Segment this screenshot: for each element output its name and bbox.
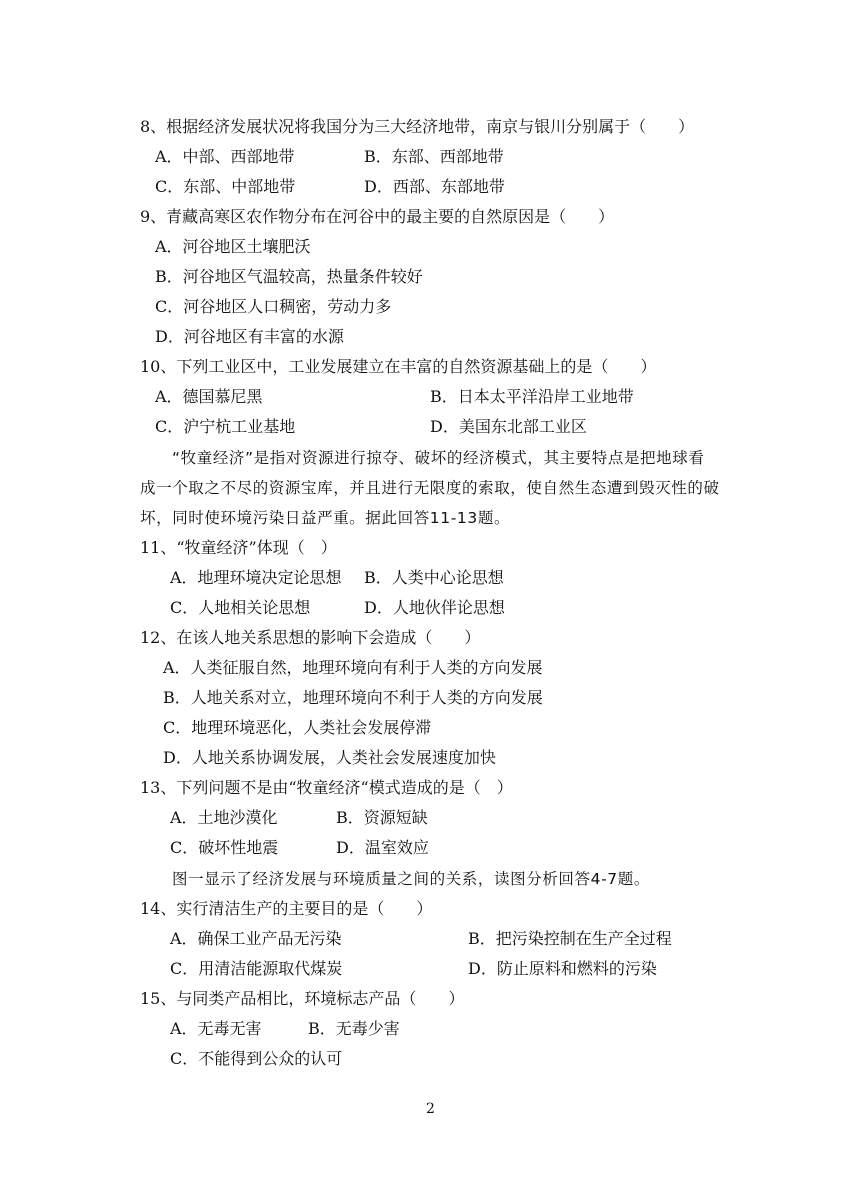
question-14-option-a: A．确保工业产品无污染 (170, 929, 342, 948)
question-11-option-c: C．人地相关论思想 (170, 598, 311, 617)
question-14-option-c: C．用清洁能源取代煤炭 (170, 959, 343, 978)
question-15-stem: 15、与同类产品相比，环境标志产品（ ） (140, 989, 465, 1008)
question-13-stem: 13、下列问题不是由“牧童经济“模式造成的是（ ） (140, 778, 513, 797)
question-8-option-b: B．东部、西部地带 (364, 147, 504, 166)
question-11-option-b: B．人类中心论思想 (364, 568, 504, 587)
question-12-stem: 12、在该人地关系思想的影响下会造成（ ） (140, 628, 481, 647)
question-10-option-a: A．德国慕尼黑 (155, 387, 263, 406)
question-10-option-b: B．日本太平洋沿岸工业地带 (430, 387, 634, 406)
question-8-option-c: C．东部、中部地带 (155, 177, 296, 196)
question-11-stem: 11、“牧童经济”体现（ ） (140, 538, 337, 557)
passage-line-1: “牧童经济”是指对资源进行掠夺、破坏的经济模式，其主要特点是把地球看 (172, 449, 705, 467)
question-15-option-c: C．不能得到公众的认可 (170, 1049, 343, 1068)
question-9-option-d: D．河谷地区有丰富的水源 (155, 327, 344, 346)
question-9-option-a: A．河谷地区土壤肥沃 (155, 237, 311, 256)
question-13-option-b: B．资源短缺 (336, 808, 428, 827)
question-15-option-a: A．无毒无害 (170, 1019, 262, 1038)
question-14-option-d: D．防止原料和燃料的污染 (468, 959, 657, 978)
question-8-option-d: D．西部、东部地带 (364, 177, 505, 196)
question-13-option-d: D．温室效应 (336, 838, 429, 857)
question-10-stem: 10、下列工业区中，工业发展建立在丰富的自然资源基础上的是（ ） (140, 357, 657, 376)
question-9-option-c: C．河谷地区人口稠密，劳动力多 (155, 297, 392, 316)
question-10-option-d: D．美国东北部工业区 (430, 417, 587, 436)
question-13-option-c: C．破坏性地震 (170, 838, 279, 857)
question-13-option-a: A．土地沙漠化 (170, 808, 278, 827)
question-9-option-b: B．河谷地区气温较高，热量条件较好 (155, 267, 423, 286)
question-9-stem: 9、青藏高寒区农作物分布在河谷中的最主要的自然原因是（ ） (140, 207, 615, 226)
question-8-option-a: A．中部、西部地带 (155, 147, 295, 166)
question-12-option-d: D．人地关系协调发展，人类社会发展速度加快 (163, 748, 496, 767)
page-number: 2 (426, 1101, 435, 1117)
question-12-option-a: A．人类征服自然，地理环境向有利于人类的方向发展 (163, 658, 543, 677)
question-11-option-a: A．地理环境决定论思想 (170, 568, 342, 587)
question-11-option-d: D．人地伙伴论思想 (364, 598, 505, 617)
question-12-option-c: C．地理环境恶化，人类社会发展停滞 (163, 718, 432, 737)
question-12-option-b: B．人地关系对立，地理环境向不利于人类的方向发展 (163, 688, 543, 707)
question-15-option-b: B．无毒少害 (308, 1019, 400, 1038)
question-10-option-c: C．沪宁杭工业基地 (155, 417, 296, 436)
question-14-option-b: B．把污染控制在生产全过程 (468, 929, 672, 948)
question-8-stem: 8、根据经济发展状况将我国分为三大经济地带，南京与银川分别属于（ ） (140, 117, 695, 136)
passage-line-3: 坏，同时使环境污染日益严重。据此回答11-13题。 (140, 509, 511, 527)
figure-note: 图一显示了经济发展与环境质量之间的关系，读图分析回答4-7题。 (172, 870, 650, 888)
question-14-stem: 14、实行清洁生产的主要目的是（ ） (140, 899, 433, 918)
passage-line-2: 成一个取之不尽的资源宝库，并且进行无限度的索取，使自然生态遭到毁灭性的破 (140, 479, 720, 497)
